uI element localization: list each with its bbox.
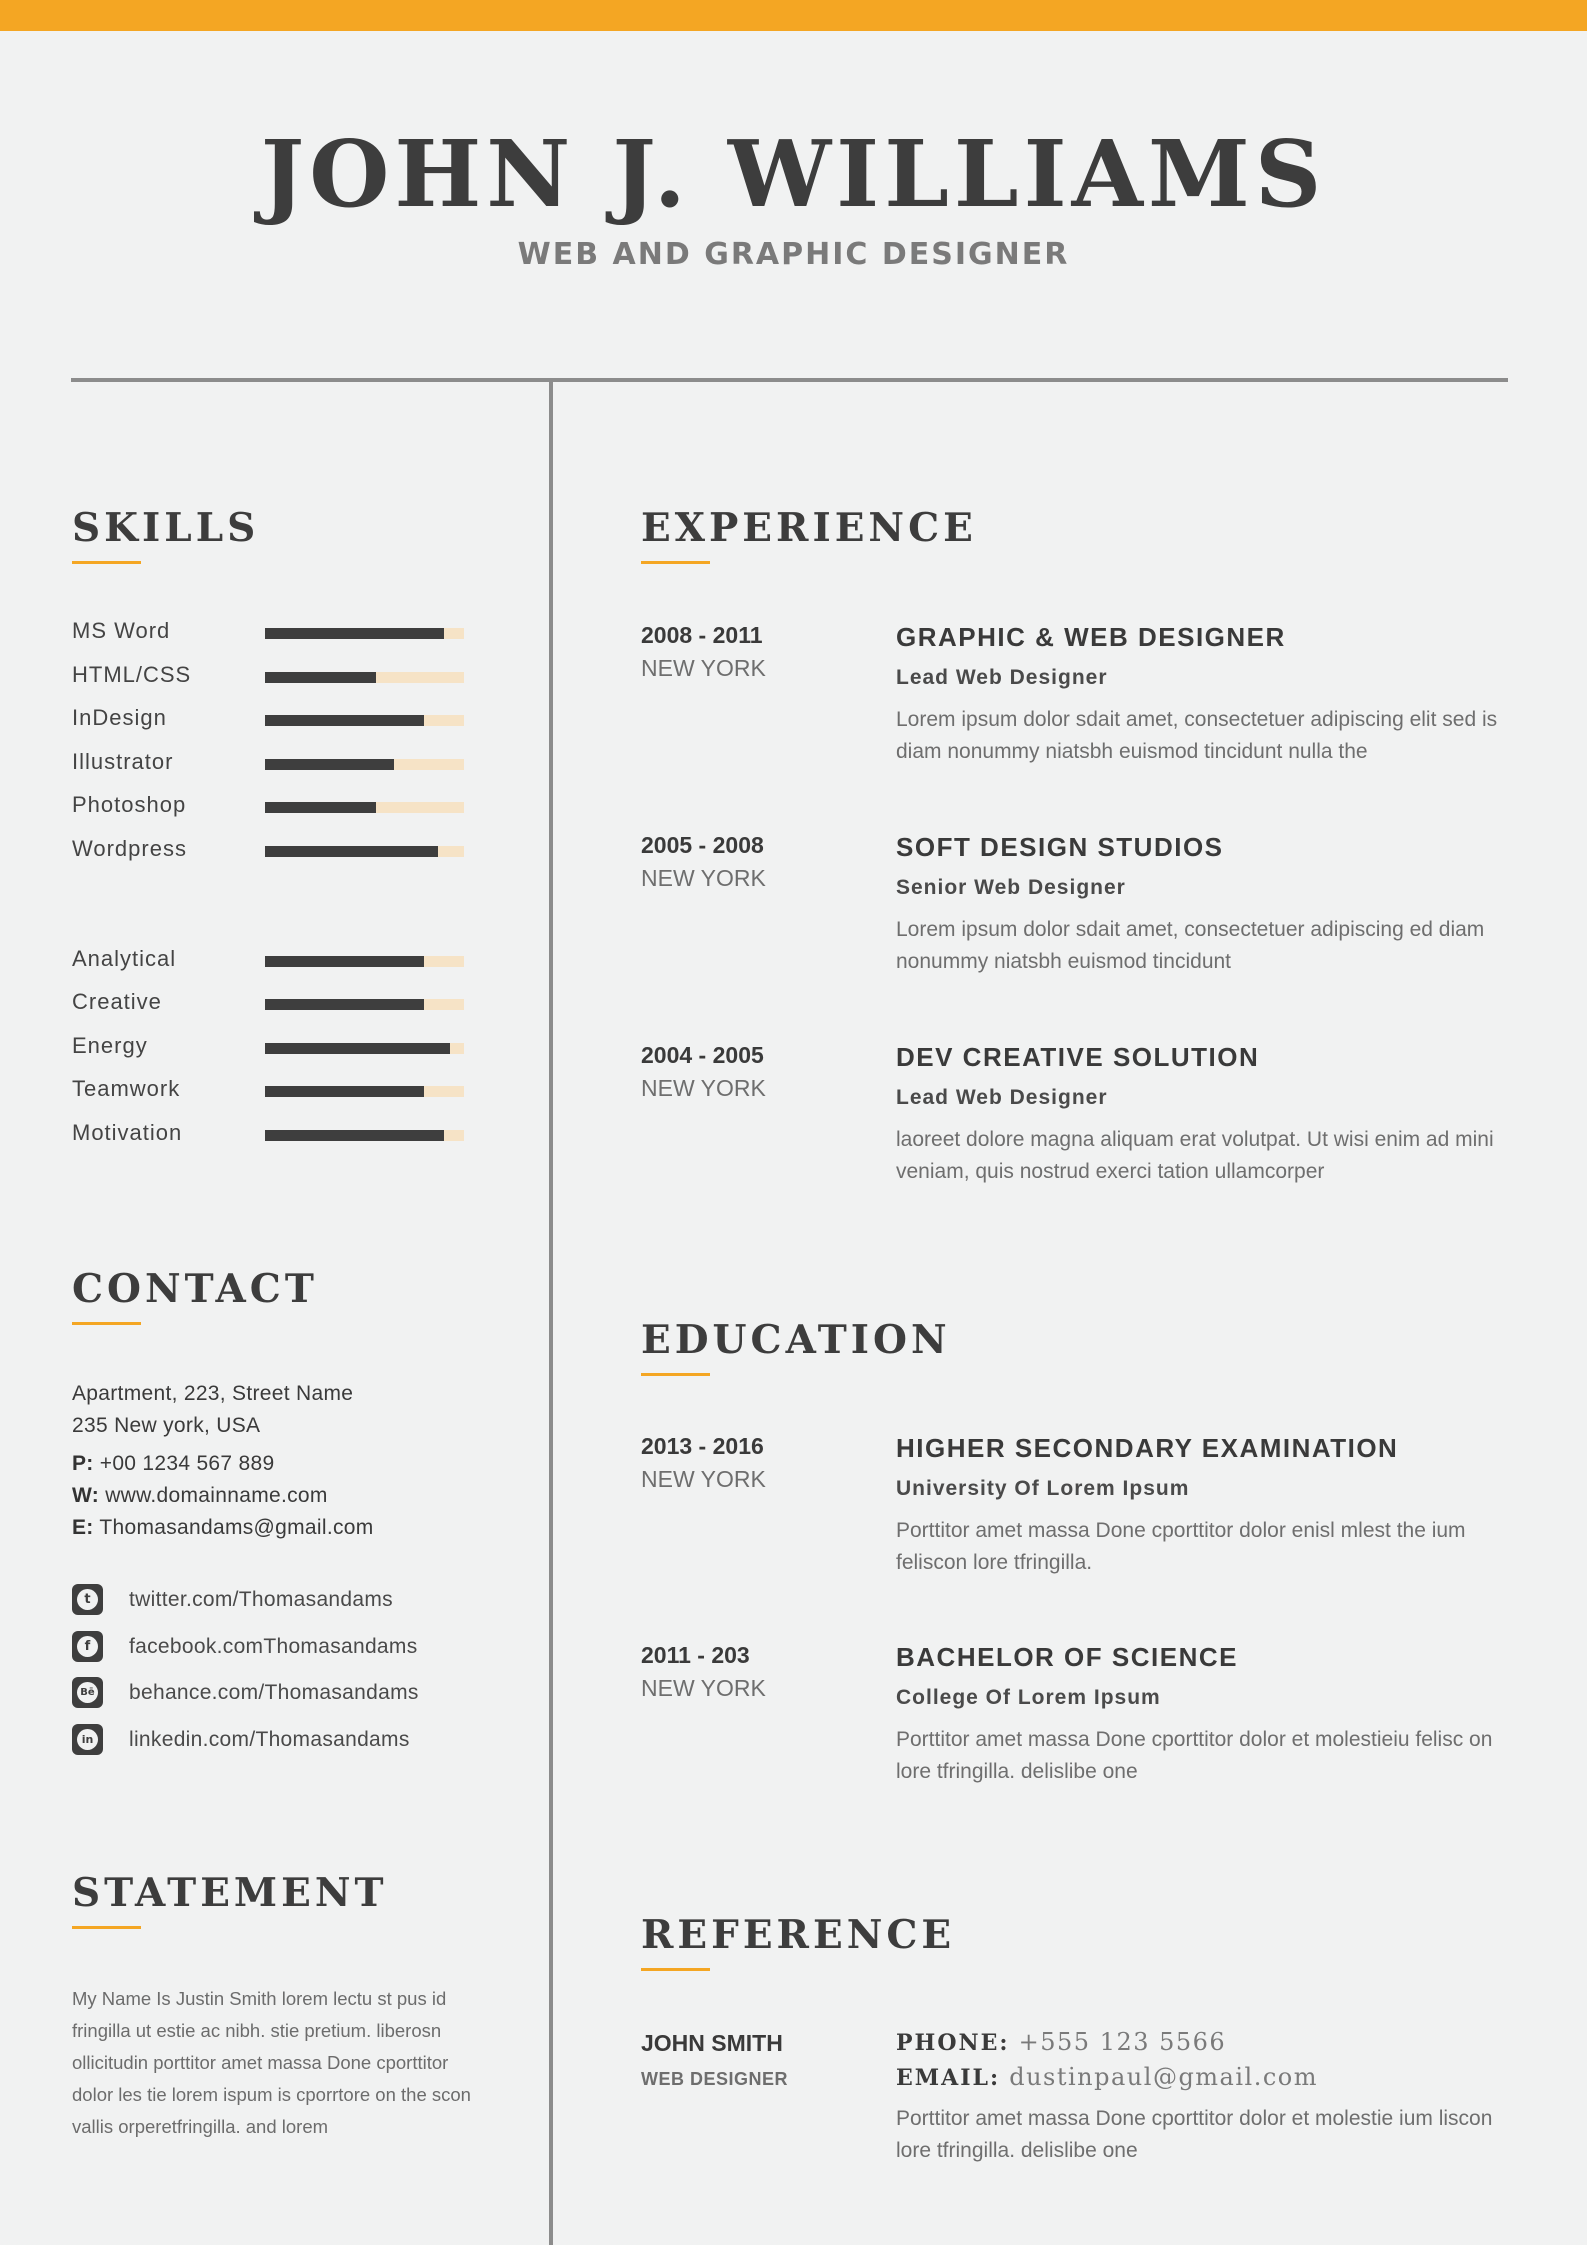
person-role: WEB AND GRAPHIC DESIGNER [517,237,1070,272]
email-link[interactable]: Thomasandams@gmail.com [99,1516,374,1539]
skill-label: Illustrator [72,748,174,774]
skills-heading: SKILLS [72,505,260,551]
skill-row [72,989,472,1033]
header-divider [71,378,1508,382]
skill-bar-fill [265,1043,450,1054]
social-item-facebook[interactable] [72,1631,512,1678]
entry-subtitle: Lead Web Designer [896,666,1108,689]
skill-label: InDesign [72,705,167,731]
skill-label: HTML/CSS [72,661,192,687]
entry-years: 2008 - 2011 [641,622,763,648]
reference-role: WEB DESIGNER [641,2069,789,2089]
statement-heading: STATEMENT [72,1870,388,1916]
entry-years: 2011 - 203 [641,1642,750,1668]
phone-value[interactable]: +00 1234 567 889 [99,1452,275,1475]
phone-line [72,1448,512,1480]
twitter-link[interactable]: twitter.com/Thomasandams [129,1588,393,1611]
skill-bar [265,846,464,857]
reference-phone-line [896,2028,1226,2056]
skill-row [72,792,472,836]
phone-label: P: [72,1452,94,1475]
reference-name: JOHN SMITH [641,2030,783,2056]
skill-bar-fill [265,846,438,857]
skill-row [72,946,472,990]
skill-label: Energy [72,1032,148,1058]
reference-email[interactable]: dustinpaul@gmail.com [1009,2063,1318,2091]
experience-heading: EXPERIENCE [641,505,977,551]
skill-row [72,662,472,706]
facebook-icon: f [72,1631,103,1662]
web-label: W: [72,1484,100,1507]
contact-details [72,1378,512,1544]
entry-subtitle: College Of Lorem Ipsum [896,1686,1161,1709]
reference-phone[interactable]: +555 123 5566 [1018,2028,1227,2056]
skill-bar [265,628,464,639]
entry-location: NEW YORK [641,1075,766,1101]
education-heading: EDUCATION [641,1317,951,1363]
web-line [72,1480,512,1512]
email-label: E: [72,1516,94,1539]
social-item-behance[interactable] [72,1677,512,1724]
person-name: JOHN J. WILLIAMS [260,120,1327,228]
skill-row [72,1033,472,1077]
facebook-link[interactable]: facebook.comThomasandams [129,1634,418,1658]
entry-title: BACHELOR OF SCIENCE [896,1642,1238,1672]
entry-description: Porttitor amet massa Done cporttitor dolor enisl mlest the ium feliscon lore tfringilla. [896,1519,1466,1574]
skill-bar [265,1043,464,1054]
behance-icon: Bē [72,1677,103,1708]
linkedin-link[interactable]: linkedin.com/Thomasandams [129,1727,410,1751]
reference-description: Porttitor amet massa Done cporttitor dolor et molestie ium liscon lore tfringilla. delislibe one [896,2107,1493,2162]
entry-title: HIGHER SECONDARY EXAMINATION [896,1433,1399,1463]
skill-label: Wordpress [72,835,187,861]
entry-description: Porttitor amet massa Done cporttitor dolor et molestieiu felisc on lore tfringilla. delislibe one [896,1728,1493,1783]
contact-heading: CONTACT [72,1266,318,1312]
twitter-icon: t [72,1584,103,1615]
skill-row [72,836,472,880]
skill-label: Photoshop [72,792,187,818]
entry-subtitle: Lead Web Designer [896,1086,1108,1109]
skill-bar [265,956,464,967]
statement-text: My Name Is Justin Smith lorem lectu st pus id fringilla ut estie ac nibh. stie pretium. liberosn ollicitudin porttitor amet massa Done cporttitor dolor les tie lorem ispum is cporrtore on the scon vallis orperetfringilla. and lorem [72,1988,471,2137]
entry-description: laoreet dolore magna aliquam erat volutpat. Ut wisi enim ad mini veniam, quis nostrud exerci tation ullamcorper [896,1128,1494,1183]
reference-phone-label: PHONE: [896,2030,1010,2056]
skill-bar-fill [265,1130,444,1141]
address-line-2: 235 New york, USA [72,1414,261,1437]
entry-location: NEW YORK [641,655,766,681]
linkedin-icon: in [72,1724,103,1755]
skill-row [72,618,472,662]
skill-row [72,749,472,793]
skill-label: Motivation [72,1119,183,1145]
entry-location: NEW YORK [641,1675,766,1701]
skill-bar [265,672,464,683]
top-accent-bar [0,0,1587,31]
skill-bar [265,802,464,813]
skill-bar-fill [265,628,444,639]
skill-bar [265,1130,464,1141]
entry-description: Lorem ipsum dolor sdait amet, consectetuer adipiscing elit sed is diam nonummy niatsbh euismod tincidunt nulla the [896,708,1498,763]
skill-row [72,1120,472,1164]
reference-heading: REFERENCE [641,1912,956,1958]
skill-label: Teamwork [72,1076,181,1102]
entry-title: GRAPHIC & WEB DESIGNER [896,622,1286,652]
skill-bar-fill [265,1086,424,1097]
skill-bar [265,759,464,770]
skill-row [72,705,472,749]
email-line [72,1512,512,1544]
entry-years: 2005 - 2008 [641,832,764,858]
skill-bar-fill [265,999,424,1010]
entry-years: 2004 - 2005 [641,1042,764,1068]
skill-bar-fill [265,802,376,813]
entry-title: DEV CREATIVE SOLUTION [896,1042,1260,1072]
entry-location: NEW YORK [641,865,766,891]
skill-bar-fill [265,956,424,967]
skill-bar [265,715,464,726]
skill-label: Analytical [72,945,177,971]
web-link[interactable]: www.domainname.com [105,1484,328,1507]
social-links [72,1584,512,1770]
reference-email-label: EMAIL: [896,2065,1001,2091]
skill-bar-fill [265,715,424,726]
skill-label: Creative [72,989,162,1015]
skill-row [72,1076,472,1120]
reference-email-line [896,2063,1318,2091]
entry-years: 2013 - 2016 [641,1433,764,1459]
behance-link[interactable]: behance.com/Thomasandams [129,1681,419,1704]
entry-location: NEW YORK [641,1466,766,1492]
skill-bar-fill [265,672,376,683]
social-item-linkedin[interactable] [72,1724,512,1771]
skills-list [72,618,472,1164]
entry-subtitle: Senior Web Designer [896,876,1126,899]
skill-bar-fill [265,759,394,770]
entry-description: Lorem ipsum dolor sdait amet, consectetuer adipiscing ed diam nonummy niatsbh euismod tincidunt [896,918,1485,973]
column-divider [549,378,553,2245]
entry-title: SOFT DESIGN STUDIOS [896,832,1224,862]
skill-bar [265,999,464,1010]
skill-label: MS Word [72,618,171,643]
address-line-1: Apartment, 223, Street Name [72,1382,354,1405]
skill-bar [265,1086,464,1097]
entry-subtitle: University Of Lorem Ipsum [896,1477,1190,1500]
social-item-twitter[interactable] [72,1584,512,1631]
